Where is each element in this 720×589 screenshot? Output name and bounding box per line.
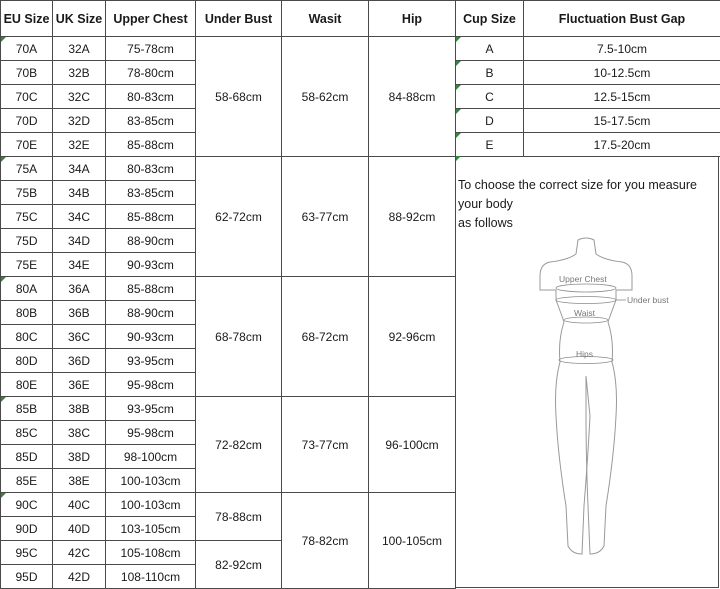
bust-gap-cell: 10-12.5cm: [524, 61, 720, 85]
uk-size-cell: 42D: [53, 565, 106, 589]
instruction-line: your body: [458, 197, 513, 211]
upper-chest-cell: 93-95cm: [106, 349, 196, 373]
measurement-guide-panel: [455, 156, 719, 588]
uk-size-cell: 34C: [53, 205, 106, 229]
size-table-header-row: [1, 1, 456, 37]
eu-size-cell: 85D: [1, 445, 53, 469]
uk-size-cell: 32C: [53, 85, 106, 109]
hip-cell: 88-92cm: [369, 157, 456, 277]
uk-size-cell: 36B: [53, 301, 106, 325]
under-bust-cell: 82-92cm: [196, 541, 282, 589]
upper-chest-cell: 88-90cm: [106, 301, 196, 325]
table-row: [456, 85, 720, 109]
under-bust-cell: 62-72cm: [196, 157, 282, 277]
eu-size-cell: 80B: [1, 301, 53, 325]
upper-chest-cell: 85-88cm: [106, 277, 196, 301]
upper-chest-cell: 85-88cm: [106, 133, 196, 157]
under-bust-cell: 72-82cm: [196, 397, 282, 493]
uk-size-cell: 34E: [53, 253, 106, 277]
instruction-line: To choose the correct size for you measure: [458, 178, 698, 192]
upper-chest-line: [556, 284, 616, 292]
bust-gap-cell: 12.5-15cm: [524, 85, 720, 109]
upper-chest-cell: 93-95cm: [106, 397, 196, 421]
uk-size-cell: 36C: [53, 325, 106, 349]
upper-chest-cell: 90-93cm: [106, 325, 196, 349]
uk-size-cell: 36E: [53, 373, 106, 397]
upper-chest-cell: 95-98cm: [106, 421, 196, 445]
table-row: [456, 133, 720, 157]
size-table-header-cell: Upper Chest: [106, 1, 196, 37]
cup-table-header-cell: Fluctuation Bust Gap: [524, 1, 720, 37]
eu-size-cell: 95C: [1, 541, 53, 565]
upper-chest-cell: 105-108cm: [106, 541, 196, 565]
uk-size-cell: 34D: [53, 229, 106, 253]
upper-chest-cell: 100-103cm: [106, 493, 196, 517]
bust-gap-cell: 7.5-10cm: [524, 37, 720, 61]
under-bust-cell: 78-88cm: [196, 493, 282, 541]
under-bust-cell: 58-68cm: [196, 37, 282, 157]
uk-size-cell: 36A: [53, 277, 106, 301]
upper-chest-cell: 98-100cm: [106, 445, 196, 469]
eu-size-cell: 80E: [1, 373, 53, 397]
uk-size-cell: 32D: [53, 109, 106, 133]
cup-size-cell: B: [456, 61, 524, 85]
eu-size-cell: 70C: [1, 85, 53, 109]
eu-size-cell: 75E: [1, 253, 53, 277]
eu-size-cell: 80C: [1, 325, 53, 349]
upper-chest-cell: 95-98cm: [106, 373, 196, 397]
uk-size-cell: 40D: [53, 517, 106, 541]
eu-size-cell: 95D: [1, 565, 53, 589]
under-bust-cell: 68-78cm: [196, 277, 282, 397]
uk-size-cell: 36D: [53, 349, 106, 373]
hip-cell: 84-88cm: [369, 37, 456, 157]
size-table-header-cell: Under Bust: [196, 1, 282, 37]
eu-size-cell: 70B: [1, 61, 53, 85]
upper-chest-cell: 100-103cm: [106, 469, 196, 493]
upper-chest-cell: 85-88cm: [106, 205, 196, 229]
hips-label: Hips: [576, 349, 594, 359]
uk-size-cell: 38E: [53, 469, 106, 493]
measurement-instruction: [458, 176, 720, 233]
bust-gap-cell: 17.5-20cm: [524, 133, 720, 157]
cup-table-header-row: [456, 1, 720, 37]
eu-size-cell: 80A: [1, 277, 53, 301]
upper-chest-cell: 103-105cm: [106, 517, 196, 541]
instruction-line: as follows: [458, 216, 513, 230]
upper-chest-cell: 83-85cm: [106, 181, 196, 205]
eu-size-cell: 70A: [1, 37, 53, 61]
cup-table-header-cell: Cup Size: [456, 1, 524, 37]
eu-size-cell: 70E: [1, 133, 53, 157]
upper-chest-cell: 75-78cm: [106, 37, 196, 61]
waist-cell: 63-77cm: [282, 157, 369, 277]
waist-cell: 73-77cm: [282, 397, 369, 493]
size-table-header-cell: EU Size: [1, 1, 53, 37]
upper-chest-cell: 83-85cm: [106, 109, 196, 133]
size-table-header-cell: Hip: [369, 1, 456, 37]
table-row: [1, 277, 456, 301]
upper-chest-cell: 78-80cm: [106, 61, 196, 85]
upper-chest-label: Upper Chest: [559, 274, 607, 284]
figure-torso-outline: [540, 262, 590, 554]
table-row: [1, 493, 456, 517]
hip-cell: 96-100cm: [369, 397, 456, 493]
uk-size-cell: 38B: [53, 397, 106, 421]
cup-table-body: [456, 37, 720, 157]
upper-chest-cell: 80-83cm: [106, 157, 196, 181]
upper-chest-cell: 108-110cm: [106, 565, 196, 589]
size-table-body: [1, 37, 456, 589]
cup-size-table: [455, 0, 720, 157]
table-row: [1, 397, 456, 421]
upper-chest-cell: 88-90cm: [106, 229, 196, 253]
uk-size-cell: 38D: [53, 445, 106, 469]
table-row: [1, 157, 456, 181]
size-table-header-cell: Wasit: [282, 1, 369, 37]
upper-chest-cell: 80-83cm: [106, 85, 196, 109]
uk-size-cell: 32E: [53, 133, 106, 157]
uk-size-cell: 42C: [53, 541, 106, 565]
hip-cell: 100-105cm: [369, 493, 456, 589]
eu-size-cell: 85C: [1, 421, 53, 445]
waist-cell: 58-62cm: [282, 37, 369, 157]
hip-cell: 92-96cm: [369, 277, 456, 397]
eu-size-cell: 90D: [1, 517, 53, 541]
table-row: [456, 109, 720, 133]
waist-label: Waist: [574, 308, 595, 318]
waist-cell: 78-82cm: [282, 493, 369, 589]
table-row: [1, 37, 456, 61]
cup-size-cell: A: [456, 37, 524, 61]
eu-size-cell: 75A: [1, 157, 53, 181]
eu-size-cell: 75D: [1, 229, 53, 253]
eu-size-cell: 90C: [1, 493, 53, 517]
eu-size-cell: 75C: [1, 205, 53, 229]
uk-size-cell: 32B: [53, 61, 106, 85]
size-table-header-cell: UK Size: [53, 1, 106, 37]
cup-size-cell: D: [456, 109, 524, 133]
table-row: [456, 61, 720, 85]
uk-size-cell: 38C: [53, 421, 106, 445]
uk-size-cell: 32A: [53, 37, 106, 61]
table-row: [456, 37, 720, 61]
figure-neck: [578, 238, 622, 262]
uk-size-cell: 40C: [53, 493, 106, 517]
eu-size-cell: 75B: [1, 181, 53, 205]
uk-size-cell: 34B: [53, 181, 106, 205]
body-measurement-figure: [526, 236, 696, 568]
under-bust-line: [556, 297, 616, 304]
bust-gap-cell: 15-17.5cm: [524, 109, 720, 133]
cup-size-cell: C: [456, 85, 524, 109]
eu-size-cell: 85E: [1, 469, 53, 493]
uk-size-cell: 34A: [53, 157, 106, 181]
upper-chest-cell: 90-93cm: [106, 253, 196, 277]
eu-size-cell: 70D: [1, 109, 53, 133]
waist-cell: 68-72cm: [282, 277, 369, 397]
eu-size-cell: 80D: [1, 349, 53, 373]
eu-size-cell: 85B: [1, 397, 53, 421]
under-bust-label: Under bust: [627, 295, 669, 305]
cup-size-cell: E: [456, 133, 524, 157]
